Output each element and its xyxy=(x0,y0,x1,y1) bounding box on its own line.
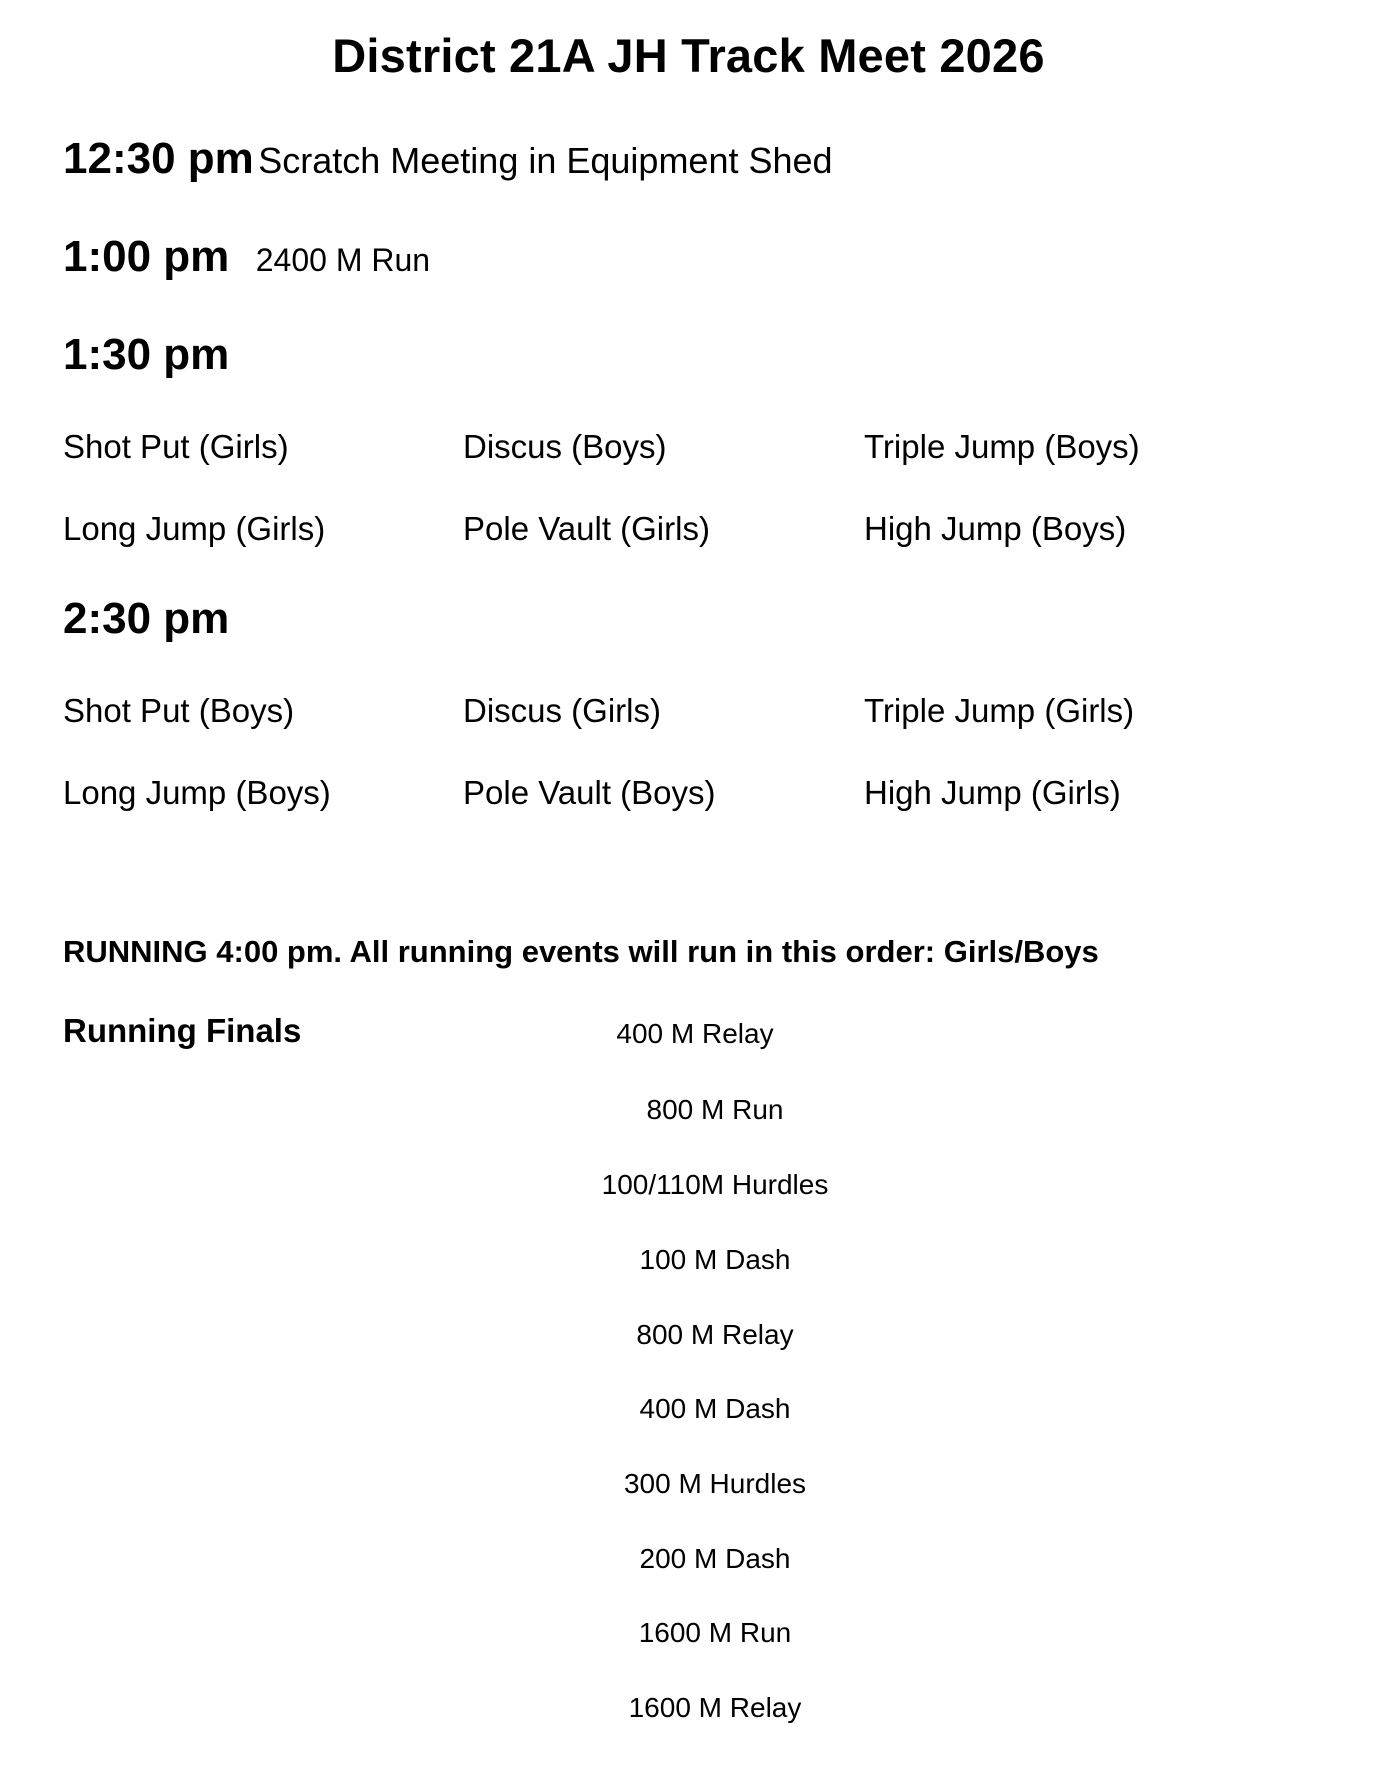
running-event: 300 M Hurdles xyxy=(623,1468,807,1499)
time-description: 2400 M Run xyxy=(255,242,431,278)
schedule-row-230 xyxy=(63,594,229,644)
running-event: 400 M Relay xyxy=(616,1018,774,1049)
running-event: 100 M Dash xyxy=(639,1244,791,1275)
time-label: 1:30 pm xyxy=(63,330,230,379)
field-event: Long Jump (Boys) xyxy=(63,774,331,811)
schedule-row-100 xyxy=(63,232,430,282)
time-description: Scratch Meeting in Equipment Shed xyxy=(258,140,833,181)
schedule-row-130 xyxy=(63,330,229,380)
field-event: Shot Put (Boys) xyxy=(63,692,295,729)
field-event: High Jump (Boys) xyxy=(864,510,1127,547)
time-label: 12:30 pm xyxy=(63,134,254,183)
field-event: Triple Jump (Boys) xyxy=(864,428,1140,465)
running-event: 100/110M Hurdles xyxy=(601,1169,829,1200)
field-event: Discus (Girls) xyxy=(463,692,661,729)
running-event: 400 M Dash xyxy=(639,1393,791,1424)
field-event: Triple Jump (Girls) xyxy=(864,692,1135,729)
running-event: 200 M Dash xyxy=(639,1543,791,1574)
running-finals-label: Running Finals xyxy=(63,1012,302,1049)
field-event: High Jump (Girls) xyxy=(864,774,1121,811)
running-event: 1600 M Relay xyxy=(628,1692,802,1723)
running-event: 800 M Run xyxy=(646,1094,784,1125)
document-title: District 21A JH Track Meet 2026 xyxy=(332,29,1045,82)
field-event: Shot Put (Girls) xyxy=(63,428,289,465)
field-event: Pole Vault (Girls) xyxy=(463,510,710,547)
running-event: 1600 M Run xyxy=(638,1617,792,1648)
field-event: Discus (Boys) xyxy=(463,428,667,465)
running-event: 800 M Relay xyxy=(636,1319,794,1350)
field-event: Long Jump (Girls) xyxy=(63,510,326,547)
field-event: Pole Vault (Boys) xyxy=(463,774,716,811)
schedule-row-1230 xyxy=(63,134,833,184)
time-label: 1:00 pm xyxy=(63,232,230,281)
time-label: 2:30 pm xyxy=(63,594,230,643)
running-header: RUNNING 4:00 pm. All running events will run in this order: Girls/Boys xyxy=(63,934,1099,969)
